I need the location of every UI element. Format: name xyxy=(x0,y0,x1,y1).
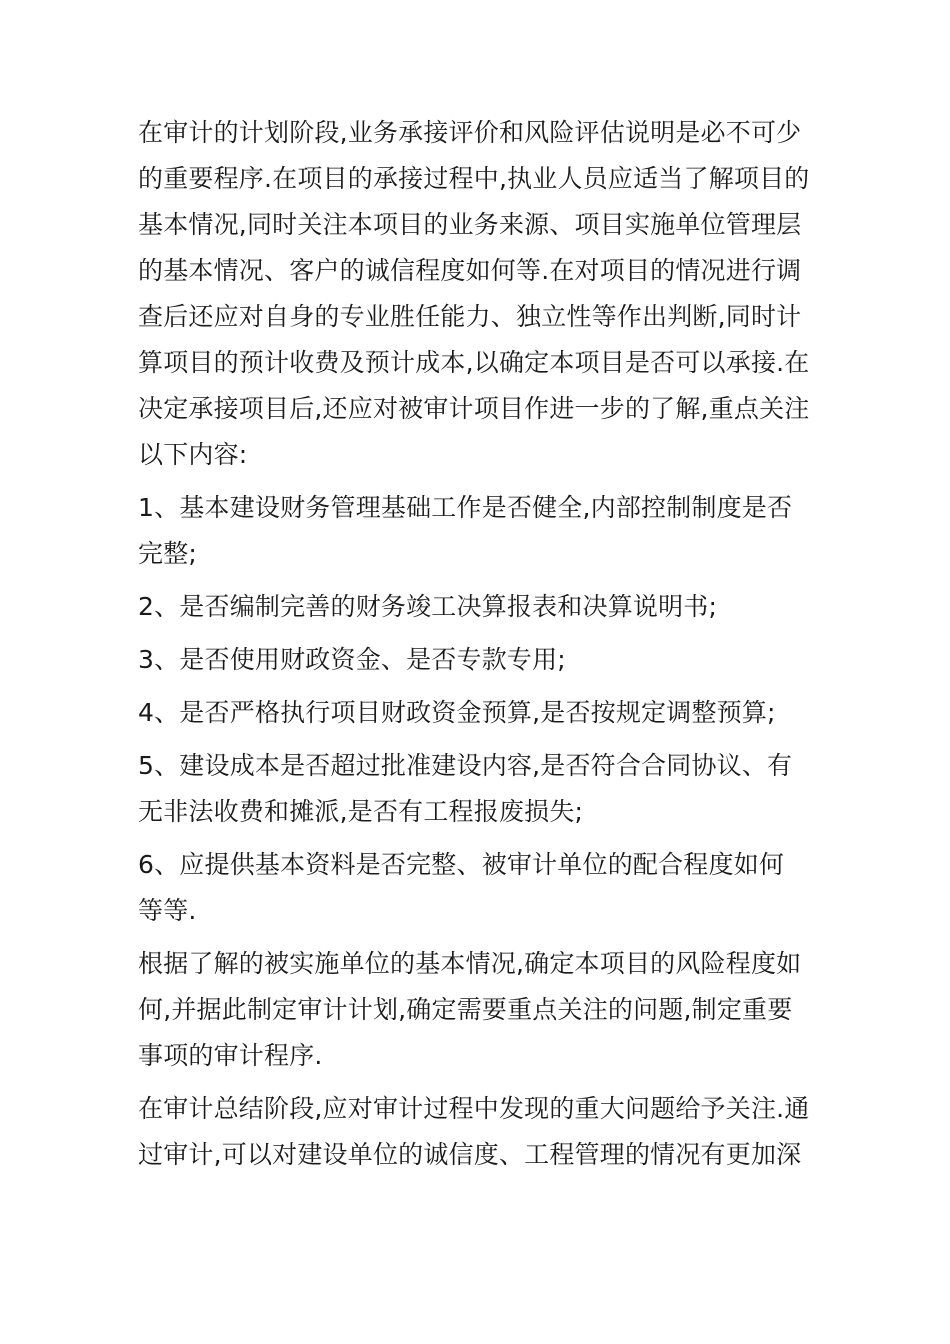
text-line: 基本情况,同时关注本项目的业务来源、项目实施单位管理层 xyxy=(138,210,802,239)
text-line: 6、应提供基本资料是否完整、被审计单位的配合程度如何 xyxy=(138,850,785,879)
paragraph-risk-assessment xyxy=(138,941,814,1079)
paragraph-audit-summary xyxy=(138,1086,814,1178)
text-line: 算项目的预计收费及预计成本,以确定本项目是否可以承接.在 xyxy=(138,348,810,377)
text-line: 何,并据此制定审计计划,确定需要重点关注的问题,制定重要 xyxy=(138,995,793,1024)
text-line: 事项的审计程序. xyxy=(138,1041,323,1070)
text-line: 3、是否使用财政资金、是否专款专用; xyxy=(138,645,566,674)
text-line: 决定承接项目后,还应对被审计项目作进一步的了解,重点关注 xyxy=(138,394,810,423)
text-line: 4、是否严格执行项目财政资金预算,是否按规定调整预算; xyxy=(138,698,776,727)
text-line: 1、基本建设财务管理基础工作是否健全,内部控制制度是否 xyxy=(138,493,793,522)
list-item-4 xyxy=(138,690,814,736)
text-line: 查后还应对自身的专业胜任能力、独立性等作出判断,同时计 xyxy=(138,302,802,331)
text-line: 等等. xyxy=(138,896,197,925)
text-line: 的基本情况、客户的诚信程度如何等.在对项目的情况进行调 xyxy=(138,256,802,285)
list-item-6 xyxy=(138,842,814,934)
text-line: 根据了解的被实施单位的基本情况,确定本项目的风险程度如 xyxy=(138,949,802,978)
paragraph-audit-planning xyxy=(138,110,814,478)
text-line: 的重要程序.在项目的承接过程中,执业人员应适当了解项目的 xyxy=(138,164,810,193)
document-body xyxy=(138,110,814,1178)
text-line: 2、是否编制完善的财务竣工决算报表和决算说明书; xyxy=(138,592,718,621)
text-line: 5、建设成本是否超过批准建设内容,是否符合合同协议、有 xyxy=(138,751,793,780)
text-line: 在审计总结阶段,应对审计过程中发现的重大问题给予关注.通 xyxy=(138,1094,810,1123)
list-item-2 xyxy=(138,584,814,630)
text-line: 以下内容: xyxy=(138,440,248,469)
text-line: 过审计,可以对建设单位的诚信度、工程管理的情况有更加深 xyxy=(138,1140,802,1169)
list-item-1 xyxy=(138,485,814,577)
list-item-5 xyxy=(138,743,814,835)
text-line: 在审计的计划阶段,业务承接评价和风险评估说明是必不可少 xyxy=(138,118,802,147)
list-item-3 xyxy=(138,637,814,683)
text-line: 完整; xyxy=(138,539,198,568)
text-line: 无非法收费和摊派,是否有工程报废损失; xyxy=(138,797,584,826)
